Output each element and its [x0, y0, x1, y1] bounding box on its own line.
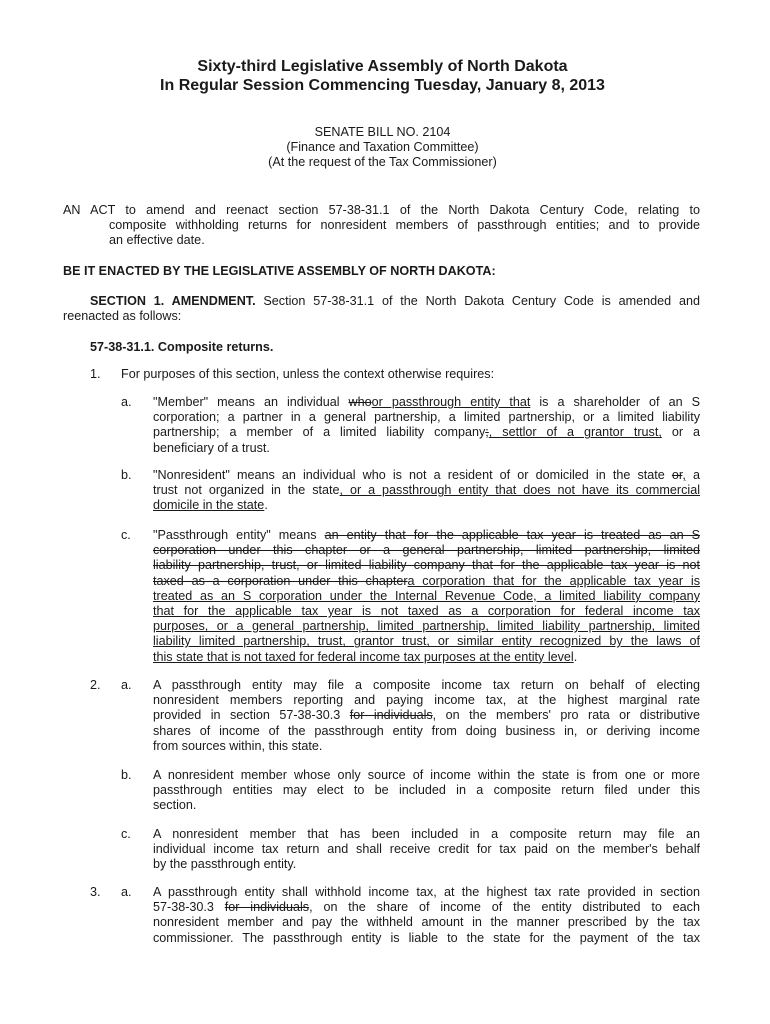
text-line: nonresident member and pay the withheld amount in the manner prescribed by the tax: [153, 915, 700, 930]
statute-heading: 57-38-31.1. Composite returns.: [90, 340, 274, 354]
act-line: composite withholding returns for nonresident members of passthrough entities; and to provide: [109, 218, 700, 232]
section-1-heading: SECTION 1. AMENDMENT.: [90, 294, 256, 308]
session-title: In Regular Session Commencing Tuesday, January 8, 2013: [160, 77, 605, 94]
inserted-text: liability limited partnership, trust, grantor trust, or similar entity recognized by the laws of: [153, 634, 700, 649]
text-line: [153, 543, 700, 558]
member-definition: [153, 395, 700, 456]
withholding-paragraph: [153, 885, 700, 946]
text-line: A nonresident member that has been included in a composite return may file an: [153, 827, 700, 841]
text-line: [153, 574, 700, 589]
text-run: "Nonresident" means an individual who is not a resident of or domiciled in the state: [153, 468, 672, 482]
text-line: commissioner. The passthrough entity is liable to the state for the payment of the tax: [153, 930, 700, 945]
inserted-text: this state that is not taxed for federal income tax purposes at the entity level: [153, 649, 574, 664]
section-1-line: reenacted as follows:: [63, 309, 182, 323]
item-letter: a.: [121, 678, 132, 692]
assembly-title: Sixty-third Legislative Assembly of North Dakota: [197, 58, 568, 75]
text-line: A passthrough entity may file a composite income tax return on behalf of electing: [153, 678, 700, 692]
text-line: nonresident members reporting and paying income tax, at the highest marginal rate: [153, 693, 700, 708]
text-run: "Passthrough entity" means: [153, 528, 325, 542]
text-line: [153, 558, 700, 573]
text-run: or a: [661, 425, 701, 440]
deleted-text: for individuals: [349, 708, 433, 723]
text-line: [153, 619, 700, 634]
deleted-text: ;: [485, 425, 489, 440]
deleted-text: for individuals: [224, 900, 310, 915]
inserted-text: or passthrough entity that: [371, 395, 531, 409]
text-line: A nonresident member whose only source of income within the state is from one or more: [153, 768, 700, 782]
deleted-text: or: [671, 468, 683, 482]
text-line: [153, 650, 700, 665]
election-paragraph: [153, 768, 700, 814]
subsection-number: 1.: [90, 367, 101, 381]
text-line: section.: [153, 798, 197, 813]
inserted-text: domicile in the state: [153, 498, 265, 513]
nonresident-definition: [153, 468, 700, 514]
deleted-text: who: [348, 395, 372, 409]
text-line: individual income tax return and shall receive credit for tax paid on the member's behalf: [153, 842, 700, 857]
text-run: , on the members' pro rata or distributive: [432, 708, 700, 723]
text-line: [153, 483, 700, 498]
bill-number: SENATE BILL NO. 2104: [314, 125, 451, 139]
text-line: shares of income of the passthrough entity from doing business in, or deriving income: [153, 723, 700, 738]
inserted-text: treated as an S corporation under the Internal Revenue Code, a limited liability company: [153, 588, 700, 603]
inserted-text: ,: [682, 468, 686, 482]
subsection-number: 2.: [90, 678, 101, 692]
text-line: [153, 634, 700, 649]
bill-request: (At the request of the Tax Commissioner): [268, 155, 497, 169]
deleted-text: corporation under this chapter or a general partnership, limited partnership, limited: [153, 543, 700, 558]
text-line: [153, 589, 700, 604]
text-run: , on the share of income of the entity distributed to each: [309, 900, 700, 915]
section-1-text: Section 57-38-31.1 of the North Dakota Century Code is amended and: [255, 294, 700, 308]
subsection-number: 3.: [90, 885, 101, 899]
text-line: corporation; a partner in a general partnership, a limited partnership, or a limited liability: [153, 410, 700, 425]
text-line: A passthrough entity shall withhold income tax, at the highest tax rate provided in section: [153, 885, 700, 899]
text-run: .: [264, 498, 268, 513]
text-run: a: [685, 468, 700, 482]
text-line: [153, 498, 700, 513]
item-letter: b.: [121, 468, 132, 482]
text-line: [153, 708, 700, 723]
subsection-1-intro: For purposes of this section, unless the context otherwise requires:: [121, 367, 495, 381]
text-line: [153, 395, 700, 410]
text-run: 57-38-30.3: [153, 900, 225, 915]
text-line: beneficiary of a trust.: [153, 440, 270, 455]
section-1-line: [90, 294, 700, 309]
inserted-text: , or a passthrough entity that does not have its commercial: [339, 483, 700, 498]
text-line: [153, 900, 700, 915]
passthrough-definition: [153, 528, 700, 665]
text-line: by the passthrough entity.: [153, 857, 297, 872]
credit-paragraph: [153, 827, 700, 873]
inserted-text: , settlor of a grantor trust,: [488, 425, 662, 440]
item-letter: a.: [121, 395, 132, 409]
text-run: .: [573, 649, 578, 664]
text-line: [153, 468, 700, 483]
deleted-text: an entity that for the applicable tax year is treated as an S: [324, 528, 700, 542]
item-letter: c.: [121, 528, 131, 542]
text-run: "Member" means an individual: [153, 395, 349, 409]
text-run: partnership; a member of a limited liability company: [153, 425, 486, 440]
text-line: [153, 425, 700, 440]
act-line: an effective date.: [109, 233, 205, 247]
bill-committee: (Finance and Taxation Committee): [286, 140, 479, 154]
item-letter: b.: [121, 768, 132, 782]
composite-return-paragraph: [153, 678, 700, 754]
inserted-text: a corporation that for the applicable tax year is: [407, 573, 700, 588]
item-letter: a.: [121, 885, 132, 899]
text-line: [153, 604, 700, 619]
text-run: trust not organized in the state: [153, 483, 340, 498]
act-line: AN ACT to amend and reenact section 57-38-31.1 of the North Dakota Century Code, relating to: [63, 203, 700, 217]
inserted-text: purposes, or a general partnership, limited partnership, limited liability partnership, limited: [153, 619, 700, 634]
text-run: provided in section 57-38-30.3: [153, 708, 350, 723]
text-line: from sources within, this state.: [153, 738, 323, 753]
item-letter: c.: [121, 827, 131, 841]
text-line: passthrough entities may elect to be included in a composite return filed under this: [153, 783, 700, 798]
text-run: is a shareholder of an S: [530, 395, 700, 409]
deleted-text: taxed as a corporation under this chapter: [153, 573, 408, 588]
text-line: [153, 528, 700, 543]
inserted-text: that for the applicable tax year is not taxed as a corporation for federal income tax: [153, 604, 700, 619]
enacting-clause: BE IT ENACTED BY THE LEGISLATIVE ASSEMBLY OF NORTH DAKOTA:: [63, 264, 496, 278]
deleted-text: liability partnership, trust, or limited liability company that for the applicable tax year is not: [153, 558, 700, 573]
